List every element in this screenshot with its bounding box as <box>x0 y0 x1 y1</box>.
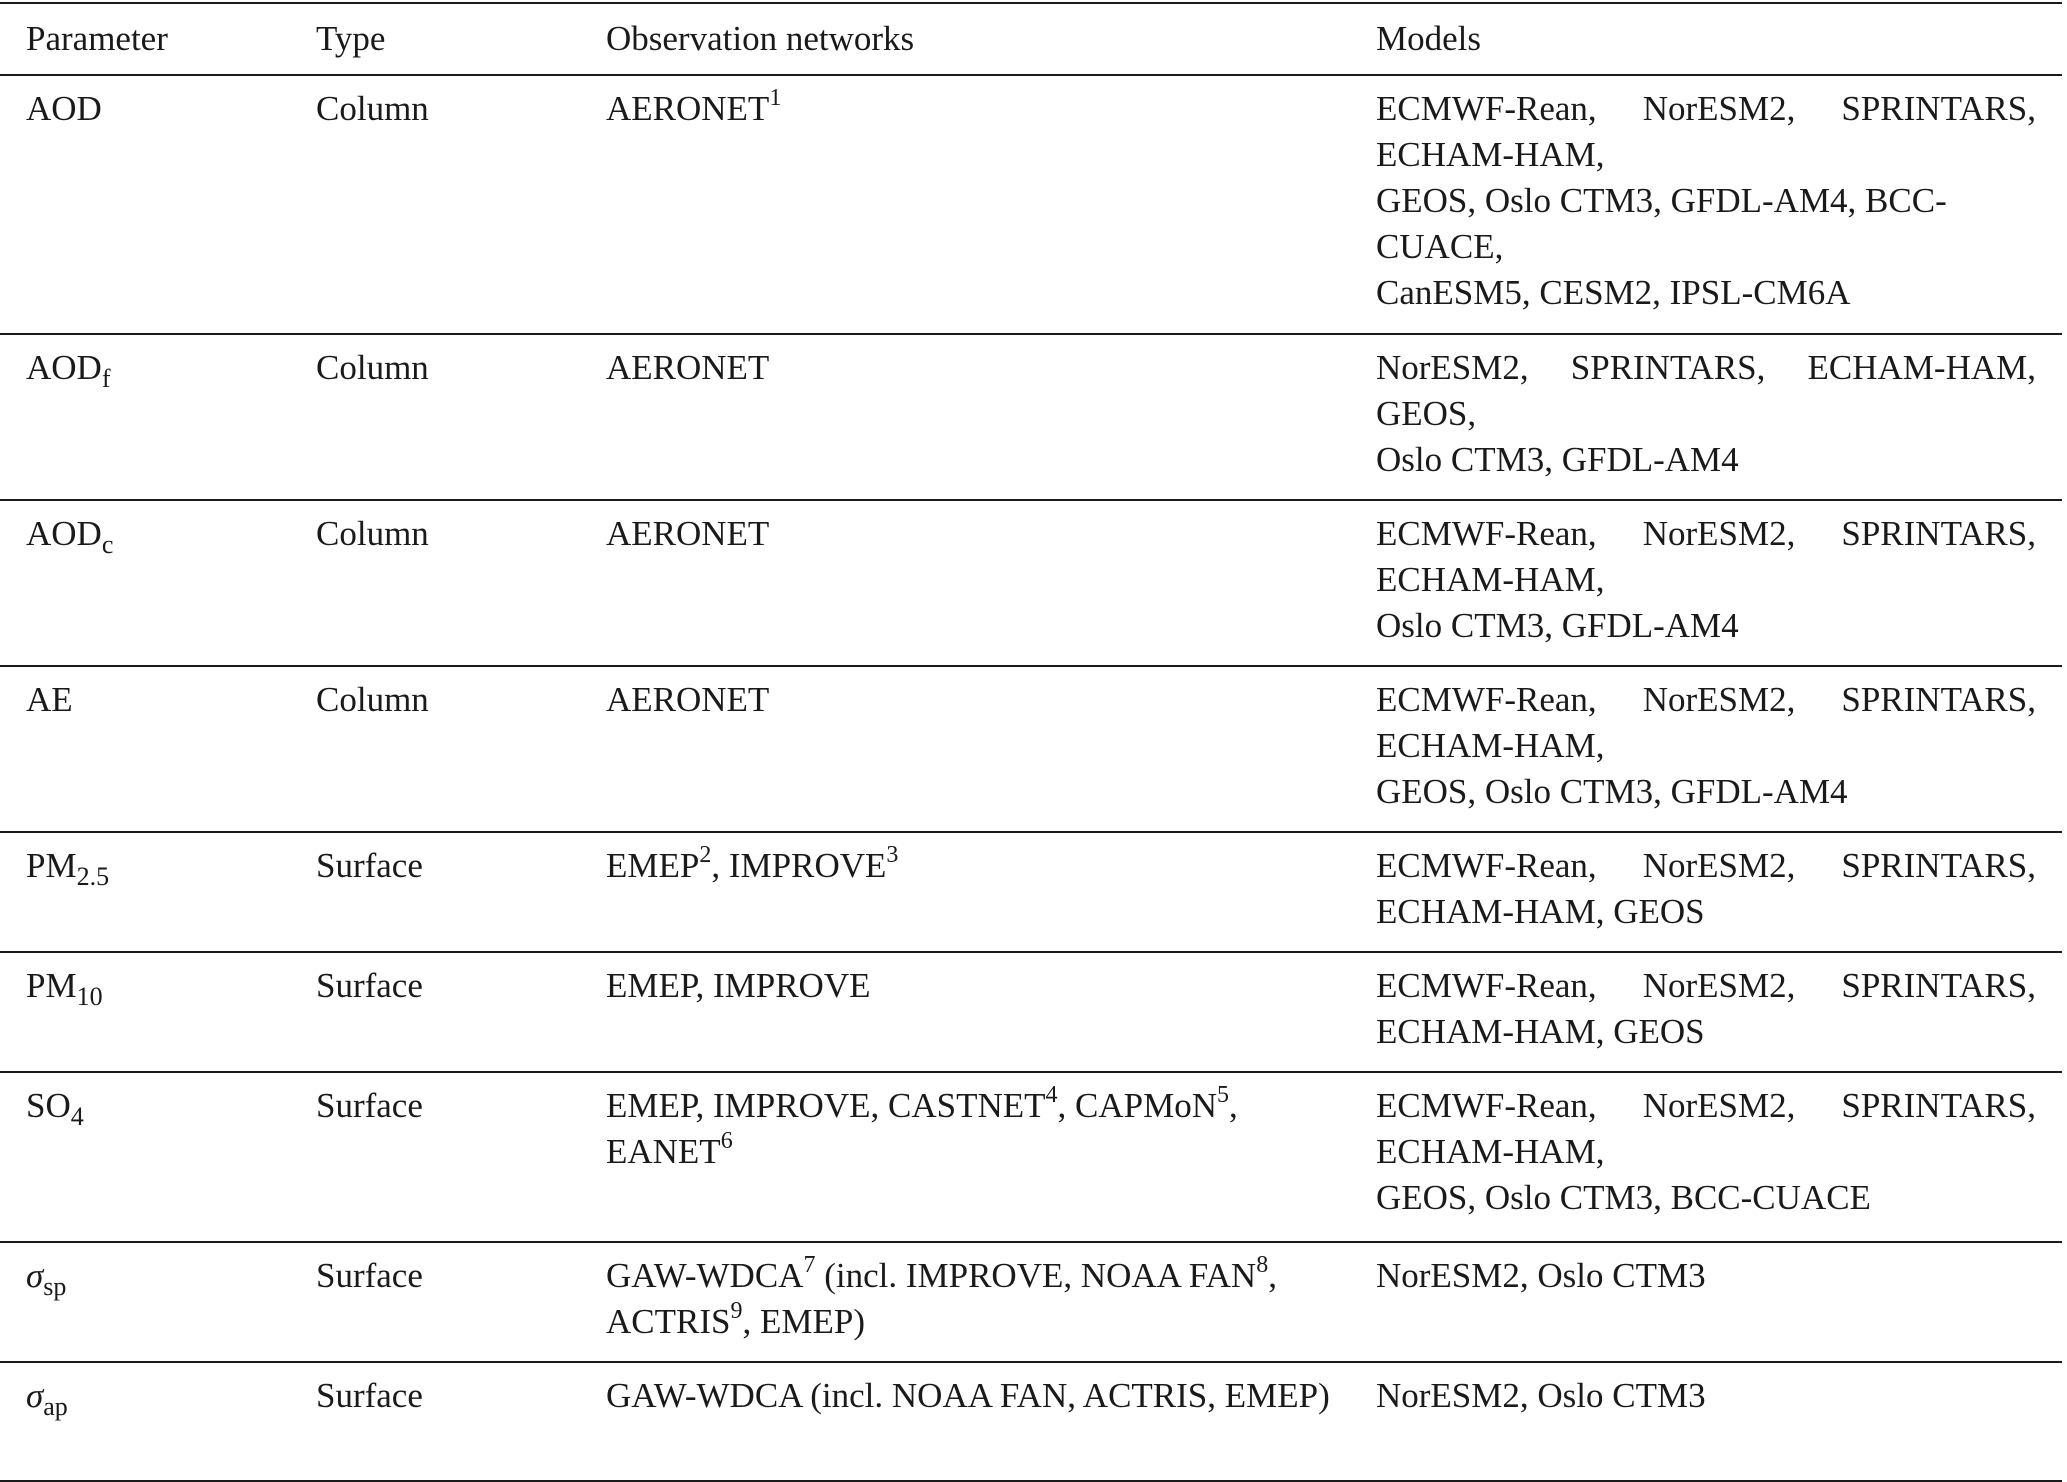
parameter-subscript: sp <box>43 1272 67 1301</box>
network-text: AERONET <box>606 514 770 553</box>
parameter-subscript: 2.5 <box>76 862 110 891</box>
models-line: ECMWF-Rean, NorESM2, SPRINTARS, <box>1376 89 2036 128</box>
header-observation-networks: Observation networks <box>606 19 915 58</box>
cell-type: Column <box>316 348 429 387</box>
models-line: NorESM2, SPRINTARS, ECHAM-HAM, <box>1376 348 2036 387</box>
cell-type: Column <box>316 514 429 553</box>
models-line: ECHAM-HAM, <box>1376 1132 1605 1171</box>
cell-models <box>1350 500 2062 666</box>
cell-type: Surface <box>316 1086 423 1125</box>
parameter-symbol: PM <box>26 846 77 885</box>
network-text: , ACTRIS <box>606 1256 1277 1341</box>
network-text: , EMEP) <box>742 1302 865 1341</box>
cell-observation-networks <box>580 952 1350 1072</box>
network-text: GAW-WDCA <box>606 1256 804 1295</box>
network-text: AERONET <box>606 348 770 387</box>
network-text: AERONET <box>606 680 770 719</box>
footnote-marker: 9 <box>730 1298 743 1325</box>
models-line: ECMWF-Rean, NorESM2, SPRINTARS, <box>1376 1086 2036 1125</box>
cell-observation-networks <box>580 1072 1350 1242</box>
cell-parameter <box>0 1362 290 1481</box>
header-parameter: Parameter <box>26 19 168 58</box>
footnote-marker: 3 <box>886 842 899 869</box>
table-body <box>0 75 2062 1481</box>
header-models: Models <box>1376 19 1481 58</box>
parameter-subscript: 10 <box>76 982 103 1011</box>
models-line: ECHAM-HAM, <box>1376 135 1605 174</box>
cell-models <box>1350 832 2062 952</box>
header-type: Type <box>316 19 386 58</box>
cell-parameter <box>0 500 290 666</box>
cell-models <box>1350 666 2062 832</box>
table-row <box>0 75 2062 334</box>
cell-observation-networks <box>580 832 1350 952</box>
models-line: GEOS, Oslo CTM3, GFDL-AM4, BCC- <box>1376 181 1947 220</box>
models-line: CUACE, <box>1376 227 1504 266</box>
network-text: EMEP, IMPROVE, CASTNET <box>606 1086 1046 1125</box>
cell-parameter <box>0 334 290 500</box>
cell-observation-networks <box>580 75 1350 334</box>
cell-models <box>1350 1242 2062 1362</box>
cell-models <box>1350 334 2062 500</box>
parameter-symbol: AE <box>26 680 73 719</box>
parameter-symbol: AOD <box>26 348 102 387</box>
parameter-subscript: c <box>101 530 114 559</box>
models-line: ECMWF-Rean, NorESM2, SPRINTARS, <box>1376 966 2036 1005</box>
models-line: ECHAM-HAM, GEOS <box>1376 1012 1705 1051</box>
models-line: ECHAM-HAM, <box>1376 726 1605 765</box>
cell-parameter <box>0 666 290 832</box>
footnote-marker: 2 <box>699 842 712 869</box>
cell-models <box>1350 75 2062 334</box>
cell-type: Column <box>316 680 429 719</box>
network-text: EMEP <box>606 846 700 885</box>
cell-observation-networks <box>580 334 1350 500</box>
cell-parameter <box>0 1242 290 1362</box>
cell-parameter <box>0 75 290 334</box>
cell-type: Surface <box>316 846 423 885</box>
models-line: NorESM2, Oslo CTM3 <box>1376 1256 1706 1295</box>
cell-type: Surface <box>316 1376 423 1415</box>
models-line: ECHAM-HAM, <box>1376 560 1605 599</box>
network-text: , CAPMoN <box>1057 1086 1217 1125</box>
models-line: ECHAM-HAM, GEOS <box>1376 892 1705 931</box>
parameter-symbol: AOD <box>26 89 102 128</box>
network-text: AERONET <box>606 89 770 128</box>
models-line: Oslo CTM3, GFDL-AM4 <box>1376 440 1739 479</box>
cell-observation-networks <box>580 666 1350 832</box>
cell-type: Surface <box>316 1256 423 1295</box>
models-line: GEOS, <box>1376 394 1477 433</box>
network-text: , IMPROVE <box>711 846 887 885</box>
footnote-marker: 6 <box>720 1128 733 1155</box>
footnote-marker: 8 <box>1256 1252 1269 1279</box>
models-line: ECMWF-Rean, NorESM2, SPRINTARS, <box>1376 846 2036 885</box>
parameter-symbol: PM <box>26 966 77 1005</box>
cell-type: Surface <box>316 966 423 1005</box>
table-row <box>0 1072 2062 1242</box>
parameter-symbol: σ <box>26 1376 44 1415</box>
cell-parameter <box>0 832 290 952</box>
network-text: (incl. IMPROVE, NOAA FAN <box>815 1256 1257 1295</box>
models-line: ECMWF-Rean, NorESM2, SPRINTARS, <box>1376 514 2036 553</box>
cell-parameter <box>0 952 290 1072</box>
cell-observation-networks <box>580 500 1350 666</box>
table-row <box>0 666 2062 832</box>
footnote-marker: 4 <box>1045 1082 1058 1109</box>
models-line: NorESM2, Oslo CTM3 <box>1376 1376 1706 1415</box>
cell-observation-networks <box>580 1362 1350 1481</box>
footnote-marker: 5 <box>1216 1082 1229 1109</box>
table-row <box>0 832 2062 952</box>
cell-parameter <box>0 1072 290 1242</box>
table-row <box>0 334 2062 500</box>
cell-type: Column <box>316 89 429 128</box>
network-text: , EANET <box>606 1086 1238 1171</box>
cell-models <box>1350 952 2062 1072</box>
table-row <box>0 1362 2062 1481</box>
parameter-subscript: ap <box>43 1392 68 1421</box>
table-row <box>0 1242 2062 1362</box>
models-line: GEOS, Oslo CTM3, BCC-CUACE <box>1376 1178 1871 1217</box>
footnote-marker: 1 <box>769 85 782 112</box>
cell-models <box>1350 1072 2062 1242</box>
network-text: EMEP, IMPROVE <box>606 966 871 1005</box>
table-row <box>0 500 2062 666</box>
parameter-symbol: SO <box>26 1086 71 1125</box>
parameter-subscript: 4 <box>70 1102 84 1131</box>
parameter-symbol: σ <box>26 1256 44 1295</box>
parameter-symbol: AOD <box>26 514 102 553</box>
header-row <box>0 3 2062 75</box>
models-line: CanESM5, CESM2, IPSL-CM6A <box>1376 273 1851 312</box>
footnote-marker: 7 <box>803 1252 816 1279</box>
table-row <box>0 952 2062 1072</box>
cell-observation-networks <box>580 1242 1350 1362</box>
parameters-table <box>0 2 2062 1482</box>
parameter-subscript: f <box>101 364 111 393</box>
network-text: GAW-WDCA (incl. NOAA FAN, ACTRIS, EMEP) <box>606 1376 1330 1415</box>
models-line: GEOS, Oslo CTM3, GFDL-AM4 <box>1376 772 1848 811</box>
cell-models <box>1350 1362 2062 1481</box>
models-line: ECMWF-Rean, NorESM2, SPRINTARS, <box>1376 680 2036 719</box>
models-line: Oslo CTM3, GFDL-AM4 <box>1376 606 1739 645</box>
table-header <box>0 3 2062 75</box>
